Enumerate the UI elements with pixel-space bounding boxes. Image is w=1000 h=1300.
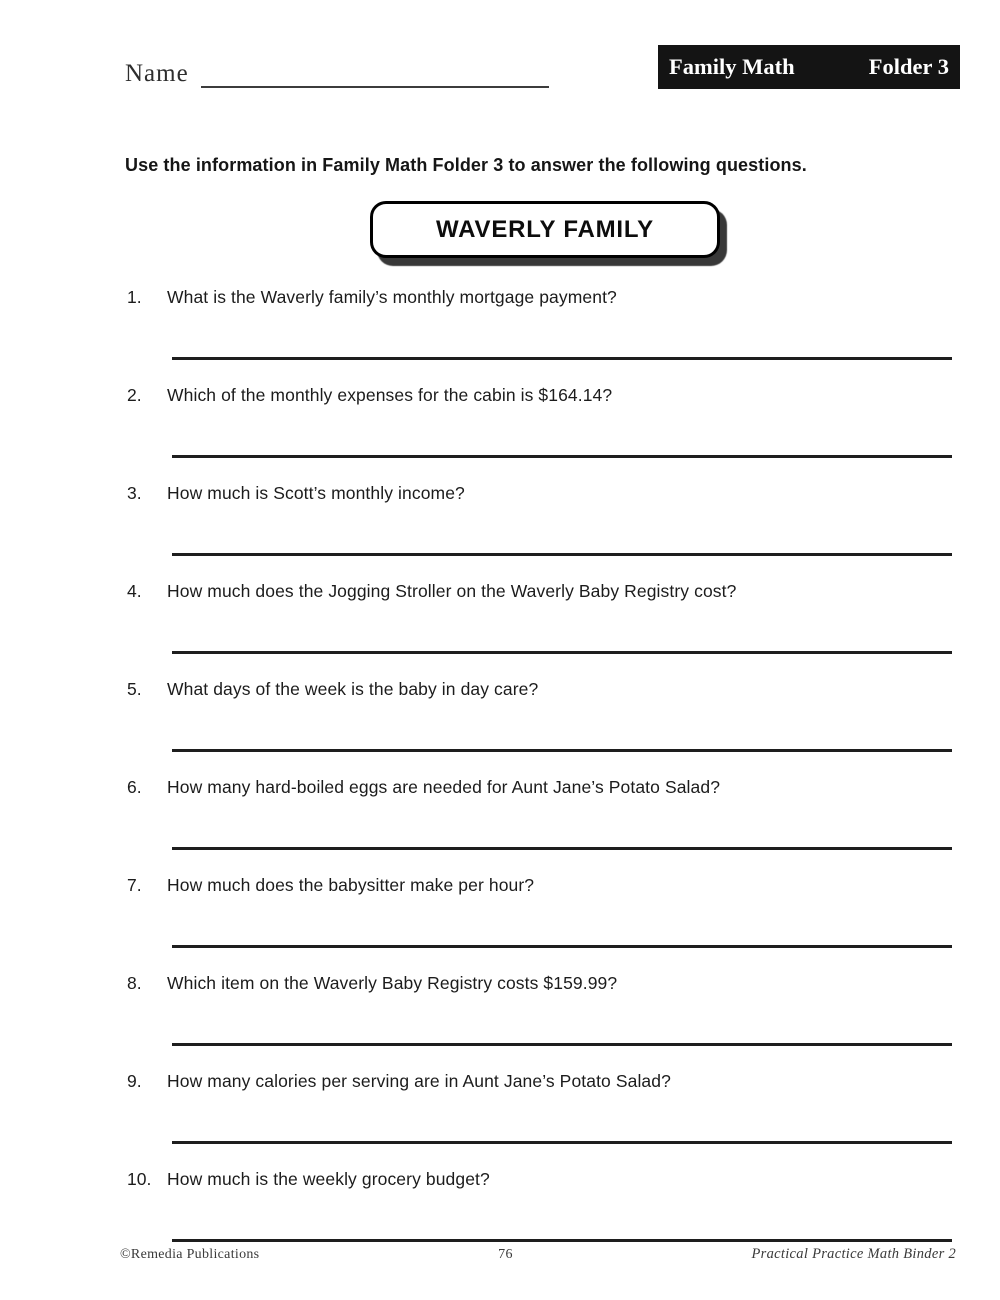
question-number: 8. xyxy=(127,973,142,993)
question-number: 3. xyxy=(127,483,142,503)
answer-blank-line-1[interactable] xyxy=(172,357,952,360)
question-text: How much is Scott’s monthly income? xyxy=(167,483,465,503)
publisher-credit: ©Remedia Publications xyxy=(120,1247,260,1262)
header-title: Family Math xyxy=(669,54,795,79)
question-9 xyxy=(0,1069,1000,1167)
question-3 xyxy=(0,481,1000,579)
question-1 xyxy=(0,285,1000,383)
answer-blank-line-2[interactable] xyxy=(172,455,952,458)
question-text: Which item on the Waverly Baby Registry costs $159.99? xyxy=(167,973,618,993)
name-label: Name xyxy=(125,60,189,87)
question-text: How many hard-boiled eggs are needed for Aunt Jane’s Potato Salad? xyxy=(167,777,721,797)
answer-blank-line-10[interactable] xyxy=(172,1239,952,1242)
family-title-box xyxy=(370,201,720,258)
question-number: 1. xyxy=(127,287,142,307)
answer-blank-line-6[interactable] xyxy=(172,847,952,850)
question-text: What is the Waverly family’s monthly mortgage payment? xyxy=(167,287,617,307)
question-text: How much does the babysitter make per hour? xyxy=(167,875,535,895)
book-title: Practical Practice Math Binder 2 xyxy=(751,1246,956,1262)
answer-blank-line-5[interactable] xyxy=(172,749,952,752)
question-text: How much does the Jogging Stroller on the Waverly Baby Registry cost? xyxy=(167,581,737,601)
question-number: 2. xyxy=(127,385,142,405)
question-text: How much is the weekly grocery budget? xyxy=(167,1169,490,1189)
question-text: How many calories per serving are in Aunt Jane’s Potato Salad? xyxy=(167,1071,671,1091)
header-bar xyxy=(658,45,960,89)
page-footer xyxy=(120,1246,956,1263)
question-text: Which of the monthly expenses for the cabin is $164.14? xyxy=(167,385,613,405)
instruction-text: Use the information in Family Math Folder 3 to answer the following questions. xyxy=(125,155,807,175)
question-5 xyxy=(0,677,1000,775)
answer-blank-line-8[interactable] xyxy=(172,1043,952,1046)
page-number: 76 xyxy=(498,1247,513,1262)
question-number: 10. xyxy=(127,1169,152,1189)
question-text: What days of the week is the baby in day care? xyxy=(167,679,539,699)
question-number: 6. xyxy=(127,777,142,797)
name-blank-line[interactable] xyxy=(201,62,549,88)
question-6 xyxy=(0,775,1000,873)
question-number: 7. xyxy=(127,875,142,895)
answer-blank-line-4[interactable] xyxy=(172,651,952,654)
question-list xyxy=(0,285,1000,1265)
answer-blank-line-9[interactable] xyxy=(172,1141,952,1144)
answer-blank-line-7[interactable] xyxy=(172,945,952,948)
answer-blank-line-3[interactable] xyxy=(172,553,952,556)
question-4 xyxy=(0,579,1000,677)
question-8 xyxy=(0,971,1000,1069)
question-number: 5. xyxy=(127,679,142,699)
question-number: 9. xyxy=(127,1071,142,1091)
question-2 xyxy=(0,383,1000,481)
name-row xyxy=(125,60,549,88)
question-number: 4. xyxy=(127,581,142,601)
question-7 xyxy=(0,873,1000,971)
header-folder-label: Folder 3 xyxy=(868,54,949,79)
family-title-label: WAVERLY FAMILY xyxy=(436,215,654,243)
